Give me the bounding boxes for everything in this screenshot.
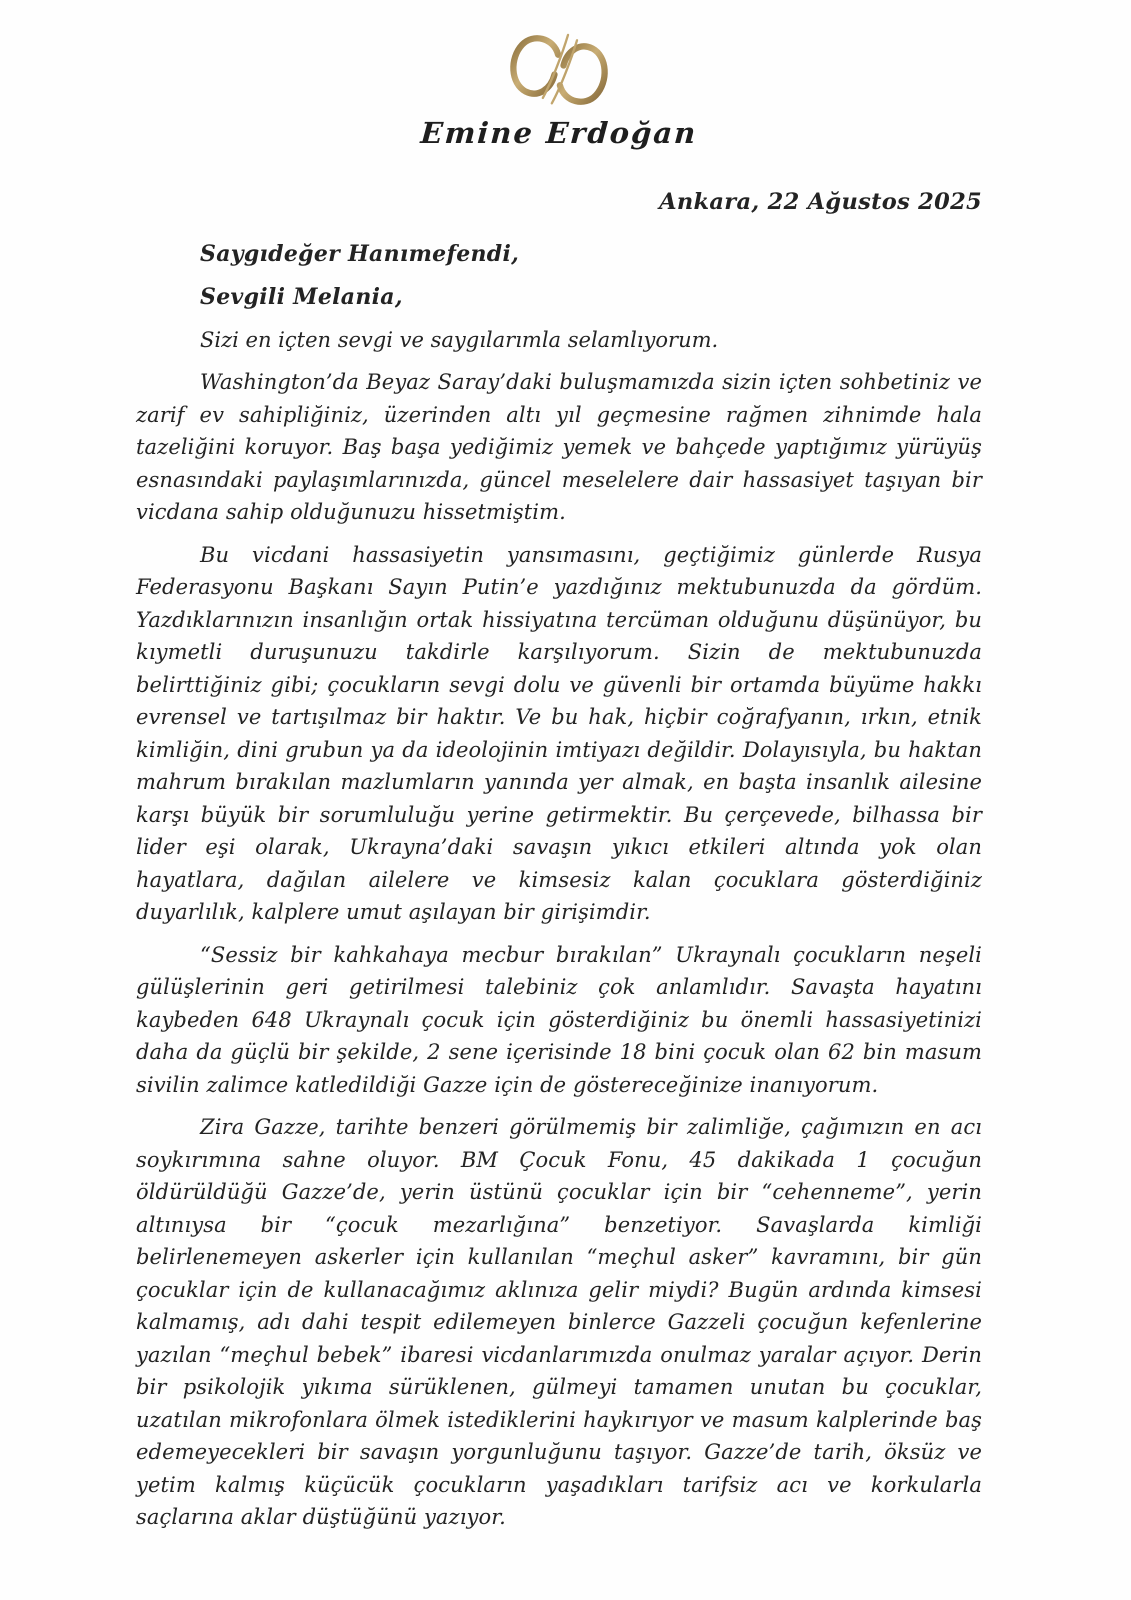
body-paragraph-4: Zira Gazze, tarihte benzeri görülmemiş bir zalimliğe, çağımızın en acı soykırımına sahne oluyor. BM Çocuk Fonu, 45 dakikada 1 çocuğun öldürüldüğü Gazze’de, yerin üstünü çocuklar için bir “cehenneme”, yerin altınıysa bir “çocuk mezarlığına” benzetiyor. Savaşlarda kimliği belirlenemeyen askerler için kullanılan “meçhul asker” kavramını, bir gün çocuklar için de kullanacağımız aklınıza gelir miydi? Bugün ardında kimsesi kalmamış, adı dahi tespit edilemeyen binlerce Gazzeli çocuğun kefenlerine yazılan “meçhul bebek” ibaresi vicdanlarımızda onulmaz yaralar açıyor. Derin bir psikolojik yıkıma sürüklenen, gülmeyi tamamen unutan bu çocuklar, uzatılan mikrofonlara ölmek istediklerini haykırıyor ve masum kalplerinde baş edemeyecekleri bir savaşın yorgunluğunu taşıyor. Gazze’de tarih, öksüz ve yetim kalmış küçücük çocukların yaşadıkları tarifsiz acı ve korkularla saçlarına aklar düştüğünü yazıyor. [136, 1115, 982, 1529]
dateline: Ankara, 22 Ağustos 2025 [659, 189, 982, 215]
body-paragraph-2: Bu vicdani hassasiyetin yansımasını, geçtiğimiz günlerde Rusya Federasyonu Başkanı Sayın Putin’e yazdığınız mektubunuzda da gördüm. Yazdıklarınızın insanlığın ortak hissiyatına tercüman olduğunu düşünüyor, bu kıymetli duruşunuzu takdirle karşılıyorum. Sizin de mektubunuzda belirttiğiniz gibi; çocukların sevgi dolu ve güvenli bir ortamda büyüme hakkı evrensel ve tartışılmaz bir haktır. Ve bu hak, hiçbir coğrafyanın, ırkın, etnik kimliğin, dini grubun ya da ideolojinin imtiyazı değildir. Dolayısıyla, bu haktan mahrum bırakılan mazlumların yanında yer almak, en başta insanlık ailesine karşı büyük bir sorumluluğu yerine getirmektir. Bu çerçevede, bilhassa bir lider eşi olarak, Ukrayna’daki savaşın yıkıcı etkileri altında yok olan hayatlara, dağılan ailelere ve kimsesiz kalan çocuklara gösterdiğiniz duyarlılık, kalplere umut aşılayan bir girişimdir. [136, 542, 982, 924]
salutation-honorific: Saygıdeğer Hanımefendi, [200, 241, 520, 267]
letterhead [136, 28, 982, 150]
salutation-name: Sevgili Melania, [200, 284, 403, 310]
body-paragraph-3: “Sessiz bir kahkahaya mecbur bırakılan” Ukraynalı çocukların neşeli gülüşlerinin geri getirilmesi talebiniz çok anlamlıdır. Savaşta hayatını kaybeden 648 Ukraynalı çocuk için gösterdiğiniz bu önemli hassasiyetinizi daha da güçlü bir şekilde, 2 sene içerisinde 18 bini çocuk olan 62 bin masum sivilin zalimce katledildiği Gazze için de göstereceğinize inanıyorum. [136, 942, 982, 1097]
greeting-line: Sizi en içten sevgi ve saygılarımla selamlıyorum. [200, 328, 719, 352]
body-paragraph-1: Washington’da Beyaz Saray’daki buluşmamızda sizin içten sohbetiniz ve zarif ev sahipliğiniz, üzerinden altı yıl geçmesine rağmen zihnimde hala tazeliğini koruyor. Baş başa yediğimiz yemek ve bahçede yaptığımız yürüyüş esnasındaki paylaşımlarınızda, güncel meselelere dair hassasiyet taşıyan bir vicdana sahip olduğunuzu hissetmiştim. [136, 370, 982, 524]
letterhead-name: Emine Erdoğan [419, 116, 699, 150]
salutation-block [200, 240, 982, 311]
letter-body [136, 366, 982, 1534]
emine-erdogan-monogram-icon [496, 28, 622, 112]
